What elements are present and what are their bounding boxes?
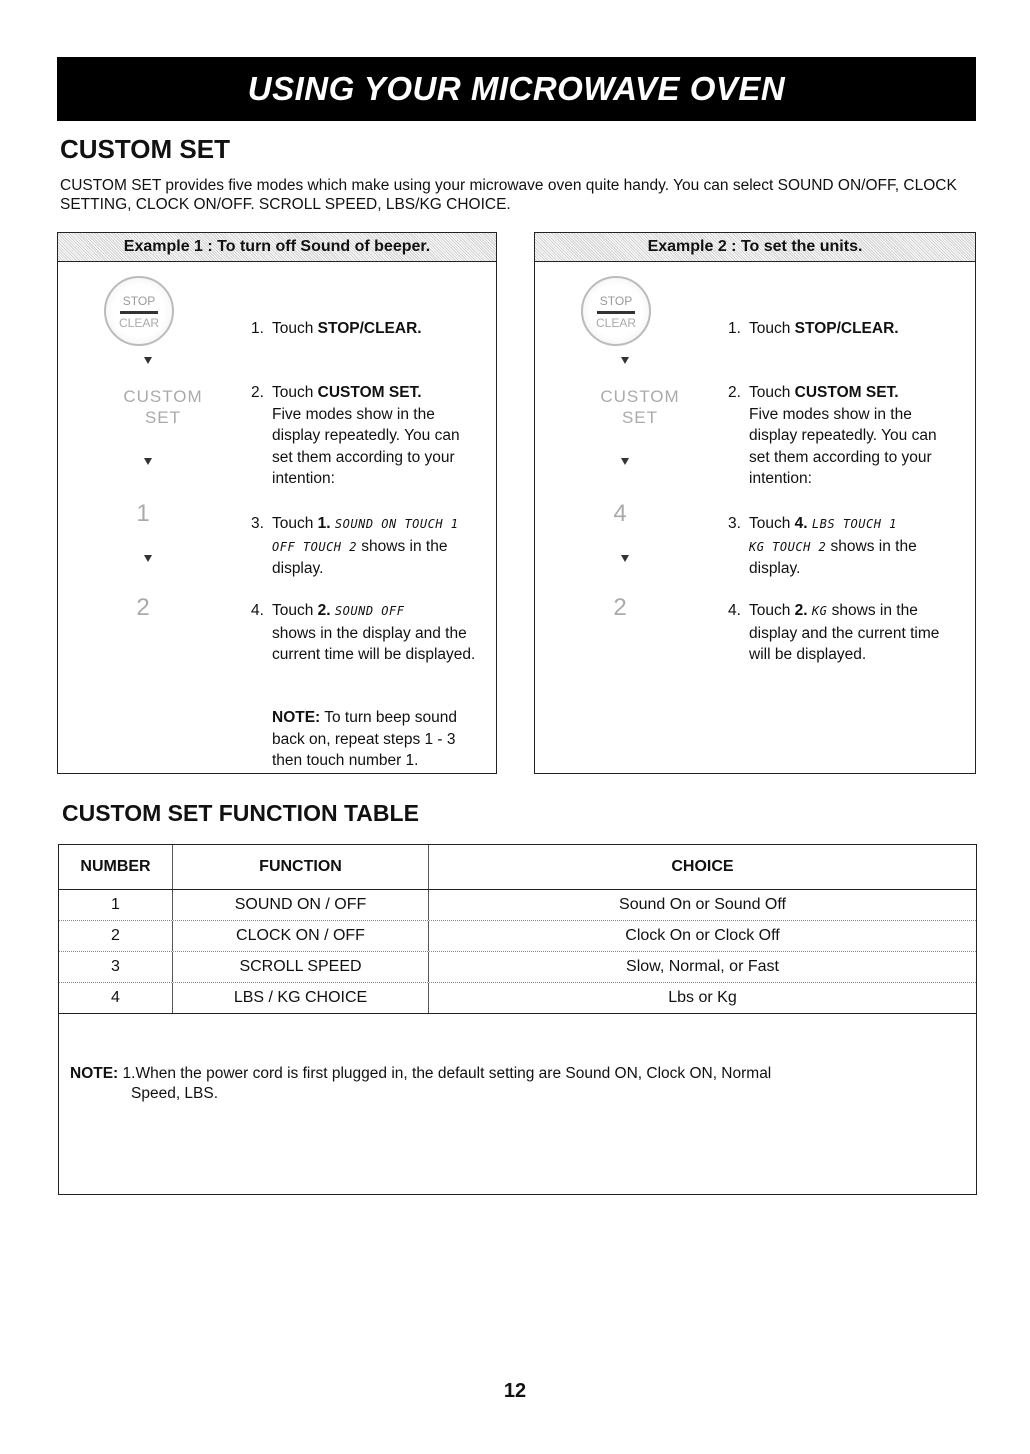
lcd-display-text: KG TOUCH 2 [749,539,827,554]
step-key: STOP/CLEAR. [794,320,899,337]
step-key: CUSTOM SET. [317,384,422,401]
step-text: Touch [272,384,318,401]
step-detail: Five modes show in the display repeatedly. You can set them according to your intention: [272,405,460,487]
intro-text: CUSTOM SET provides five modes which make using your microwave oven quite handy. You can select SOUND ON/OFF, CLOCK SETTING, CLOCK ON/OFF. SCROLL SPEED, LBS/KG CHOICE. [60,177,957,213]
custom-label-line1: CUSTOM [123,387,203,406]
step-key: 1. [317,515,331,532]
step-text: Touch [749,320,795,337]
arrow-down-icon [144,458,152,465]
step-key: STOP/CLEAR. [317,320,422,337]
table-row [59,952,976,983]
note-label: NOTE: [272,709,321,726]
table-note [59,1014,976,1194]
step-key: 4. [794,515,808,532]
number-key-2: 2 [136,594,150,621]
number-key-1: 1 [136,500,150,527]
stop-clear-button-icon [104,276,174,346]
step-key: CUSTOM SET. [794,384,899,401]
table-row [59,921,976,952]
step-text: Touch [749,602,795,619]
arrow-down-icon [621,555,629,562]
step-number: 3. [251,515,264,532]
example-2-box [534,232,976,774]
step-4 [251,600,476,666]
stop-label: STOP [122,294,156,308]
note-text: To turn beep sound back on, repeat steps 1 - 3 then touch number 1. [272,709,457,769]
step-3 [728,513,953,580]
step-text: Touch [749,515,795,532]
arrow-down-icon [144,357,152,364]
clear-label: CLEAR [118,316,159,330]
button-bar [597,311,635,314]
custom-set-key [108,386,218,428]
table-row [59,890,976,921]
cell-number: 1 [59,890,173,920]
step-detail: shows in the display and the current time will be displayed. [272,624,476,663]
table-title: CUSTOM SET FUNCTION TABLE [62,800,419,826]
arrow-down-icon [621,357,629,364]
header-function: FUNCTION [173,845,429,889]
custom-label-line2: SET [144,408,182,427]
step-number: 2. [251,384,264,401]
cell-number: 3 [59,952,173,982]
lcd-display-text: OFF TOUCH 2 [272,539,357,554]
example-1-title: Example 1 : To turn off Sound of beeper. [58,233,496,262]
lcd-display-text: KG [811,604,828,618]
step-text: Touch [749,384,795,401]
lcd-display-text: LBS TOUCH 1 [811,517,897,531]
step-number: 4. [728,602,741,619]
arrow-down-icon [144,555,152,562]
cell-number: 2 [59,921,173,951]
clear-label: CLEAR [595,316,636,330]
note-text-cont: Speed, LBS. [131,1085,219,1102]
header-number: NUMBER [59,845,173,889]
step-number: 2. [728,384,741,401]
note-label: NOTE: [70,1065,119,1082]
number-key-4: 4 [613,500,627,527]
cell-function: LBS / KG CHOICE [173,983,429,1013]
step-1 [251,318,476,340]
table-header-row [59,845,976,890]
page-number: 12 [503,1380,527,1402]
step-2 [251,382,476,490]
number-key-2: 2 [613,594,627,621]
cell-choice: Clock On or Clock Off [625,927,780,944]
cell-choice: Slow, Normal, or Fast [626,958,779,975]
cell-function: CLOCK ON / OFF [173,921,429,951]
custom-label-line1: CUSTOM [600,387,680,406]
step-note [251,707,476,772]
example-1-box [57,232,497,774]
step-3 [251,513,476,580]
button-bar [120,311,158,314]
step-2 [728,382,953,490]
table-row [59,983,976,1014]
step-number: 4. [251,602,264,619]
cell-choice: Sound On or Sound Off [619,896,786,913]
function-table [58,844,977,1195]
stop-clear-button-icon [581,276,651,346]
step-key: 2. [317,602,331,619]
cell-function: SOUND ON / OFF [173,890,429,920]
example-2-title: Example 2 : To set the units. [535,233,975,262]
header-choice: CHOICE [671,858,734,875]
cell-number: 4 [59,983,173,1013]
section-title: CUSTOM SET [60,134,230,164]
custom-label-line2: SET [621,408,659,427]
step-1 [728,318,953,340]
arrow-down-icon [621,458,629,465]
step-detail: shows in the display and the current time will be displayed. [749,602,940,663]
step-text: Touch [272,602,318,619]
note-text: 1.When the power cord is first plugged in, the default setting are Sound ON, Clock ON, Normal [118,1065,772,1082]
lcd-display-text: SOUND OFF [334,604,405,618]
step-key: 2. [794,602,808,619]
cell-function: SCROLL SPEED [173,952,429,982]
stop-label: STOP [599,294,633,308]
step-number: 3. [728,515,741,532]
page-banner: USING YOUR MICROWAVE OVEN [57,57,976,121]
step-detail: shows in the display. [272,537,448,577]
step-text: Touch [272,515,318,532]
step-4 [728,600,953,666]
lcd-display-text: SOUND ON TOUCH 1 [334,517,459,531]
step-number: 1. [251,320,264,337]
custom-set-key [585,386,695,428]
step-detail: Five modes show in the display repeatedly. You can set them according to your intention: [749,405,937,487]
step-detail: shows in the display. [749,537,917,577]
cell-choice: Lbs or Kg [668,989,737,1006]
step-text: Touch [272,320,318,337]
step-number: 1. [728,320,741,337]
